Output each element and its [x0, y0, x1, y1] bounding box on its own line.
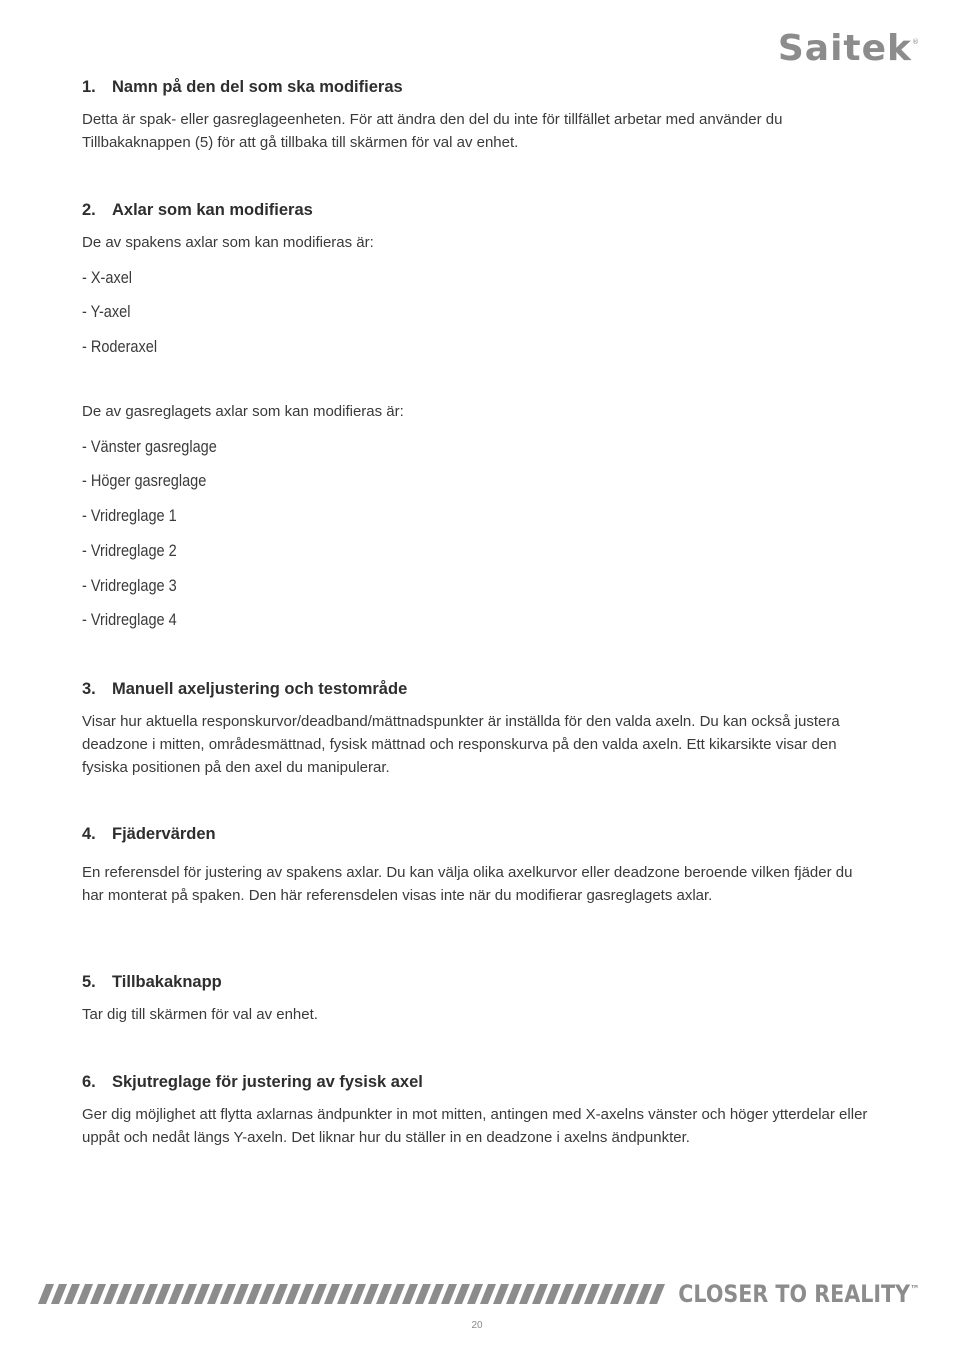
- section-title: Manuell axeljustering och testområde: [112, 680, 408, 698]
- stripe: [428, 1284, 444, 1304]
- section-3-body: Visar hur aktuella responskurvor/deadband/mättnadspunkter är inställda för den valda axeln. Du kan också justera deadzone i mitten, områdesmättnad, fysisk mättnad och responskurva på den valda axeln. Ett kikarsikte visar den fysiska positionen på den axel du manipulerar.: [82, 713, 840, 776]
- section-number: 6.: [82, 1073, 96, 1091]
- stripe: [441, 1284, 457, 1304]
- list-item: - Höger gasreglage: [82, 472, 207, 490]
- stripe: [610, 1284, 626, 1304]
- section-number: 5.: [82, 973, 96, 991]
- stripe: [259, 1284, 275, 1304]
- stripe: [545, 1284, 561, 1304]
- section-title: Tillbakaknapp: [112, 973, 222, 991]
- stripe: [194, 1284, 210, 1304]
- stripe: [467, 1284, 483, 1304]
- section-title: Namn på den del som ska modifieras: [112, 78, 403, 96]
- section-number: 4.: [82, 825, 96, 843]
- stripe: [584, 1284, 600, 1304]
- logo-text: Saitek: [777, 28, 912, 69]
- stripe: [324, 1284, 340, 1304]
- section-5-body: Tar dig till skärmen för val av enhet.: [82, 1006, 318, 1023]
- stripe: [454, 1284, 470, 1304]
- list-item: - Vridreglage 4: [82, 611, 177, 629]
- stripe: [103, 1284, 119, 1304]
- stripe: [285, 1284, 301, 1304]
- stripe: [389, 1284, 405, 1304]
- tagline: [679, 1280, 920, 1308]
- stripe: [506, 1284, 522, 1304]
- stripe: [38, 1284, 54, 1304]
- section-number: 2.: [82, 201, 96, 219]
- stripe: [571, 1284, 587, 1304]
- section-1-body: Detta är spak- eller gasreglageenheten. För att ändra den del du inte för tillfället arbetar med använder du Tillbakaknappen (5) för att gå tillbaka till skärmen för val av enhet.: [82, 111, 783, 151]
- section-2-heading: [82, 201, 313, 220]
- section-6-body: Ger dig möjlighet att flytta axlarnas ändpunkter in mot mitten, antingen med X-axelns vänster och höger ytterdelar eller uppåt och nedåt längs Y-axeln. Det liknar hur du ställer in en deadzone i axelns ändpunkter.: [82, 1106, 868, 1146]
- stripe: [649, 1284, 665, 1304]
- list-item: - Vridreglage 1: [82, 507, 177, 525]
- section-4-heading: [82, 825, 216, 844]
- section-4-body: En referensdel för justering av spakens axlar. Du kan välja olika axelkurvor eller deadzone beroende vilken fjäder du har monterat på spaken. Den här referensdelen visas inte när du modifierar gasreglagets axlar.: [82, 864, 853, 904]
- stripe: [402, 1284, 418, 1304]
- stripe: [207, 1284, 223, 1304]
- list-item: - Vridreglage 3: [82, 577, 177, 595]
- list-item: - Y-axel: [82, 303, 131, 321]
- list-item: - X-axel: [82, 269, 133, 287]
- throttle-intro: De av gasreglagets axlar som kan modifieras är:: [82, 403, 404, 420]
- stripe: [623, 1284, 639, 1304]
- stripe: [519, 1284, 535, 1304]
- stripe: [558, 1284, 574, 1304]
- section-2-body: De av spakens axlar som kan modifieras är:: [82, 234, 374, 251]
- stripe: [90, 1284, 106, 1304]
- footer-stripes: [38, 1284, 674, 1304]
- stripe: [493, 1284, 509, 1304]
- page-number: 20: [471, 1320, 483, 1331]
- stripe: [64, 1284, 80, 1304]
- stripe: [272, 1284, 288, 1304]
- list-item: - Vridreglage 2: [82, 542, 177, 560]
- stripe: [337, 1284, 353, 1304]
- stripe: [246, 1284, 262, 1304]
- list-item: - Vänster gasreglage: [82, 438, 217, 456]
- stripe: [168, 1284, 184, 1304]
- saitek-logo: [778, 28, 920, 69]
- section-3-heading: [82, 680, 407, 699]
- section-number: 1.: [82, 78, 96, 96]
- stripe: [363, 1284, 379, 1304]
- stripe: [532, 1284, 548, 1304]
- section-1-heading: [82, 78, 403, 97]
- stripe: [181, 1284, 197, 1304]
- stripe: [480, 1284, 496, 1304]
- stripe: [298, 1284, 314, 1304]
- stripe: [350, 1284, 366, 1304]
- section-title: Fjädervärden: [112, 825, 216, 843]
- stripe: [597, 1284, 613, 1304]
- section-6-heading: [82, 1073, 423, 1092]
- stripe: [116, 1284, 132, 1304]
- registered-mark: ®: [912, 38, 920, 46]
- stripe: [220, 1284, 236, 1304]
- list-item: - Roderaxel: [82, 338, 158, 356]
- tagline-text: CLOSER TO REALITY: [678, 1280, 911, 1308]
- stripe: [376, 1284, 392, 1304]
- stripe: [155, 1284, 171, 1304]
- section-title: Skjutreglage för justering av fysisk axel: [112, 1073, 423, 1091]
- section-number: 3.: [82, 680, 96, 698]
- stripe: [51, 1284, 67, 1304]
- stripe: [311, 1284, 327, 1304]
- stripe: [142, 1284, 158, 1304]
- section-title: Axlar som kan modifieras: [112, 201, 313, 219]
- section-5-heading: [82, 973, 222, 992]
- stripe: [129, 1284, 145, 1304]
- stripe: [77, 1284, 93, 1304]
- stripe: [233, 1284, 249, 1304]
- stripe: [415, 1284, 431, 1304]
- stripe: [636, 1284, 652, 1304]
- trademark-mark: ™: [910, 1283, 920, 1296]
